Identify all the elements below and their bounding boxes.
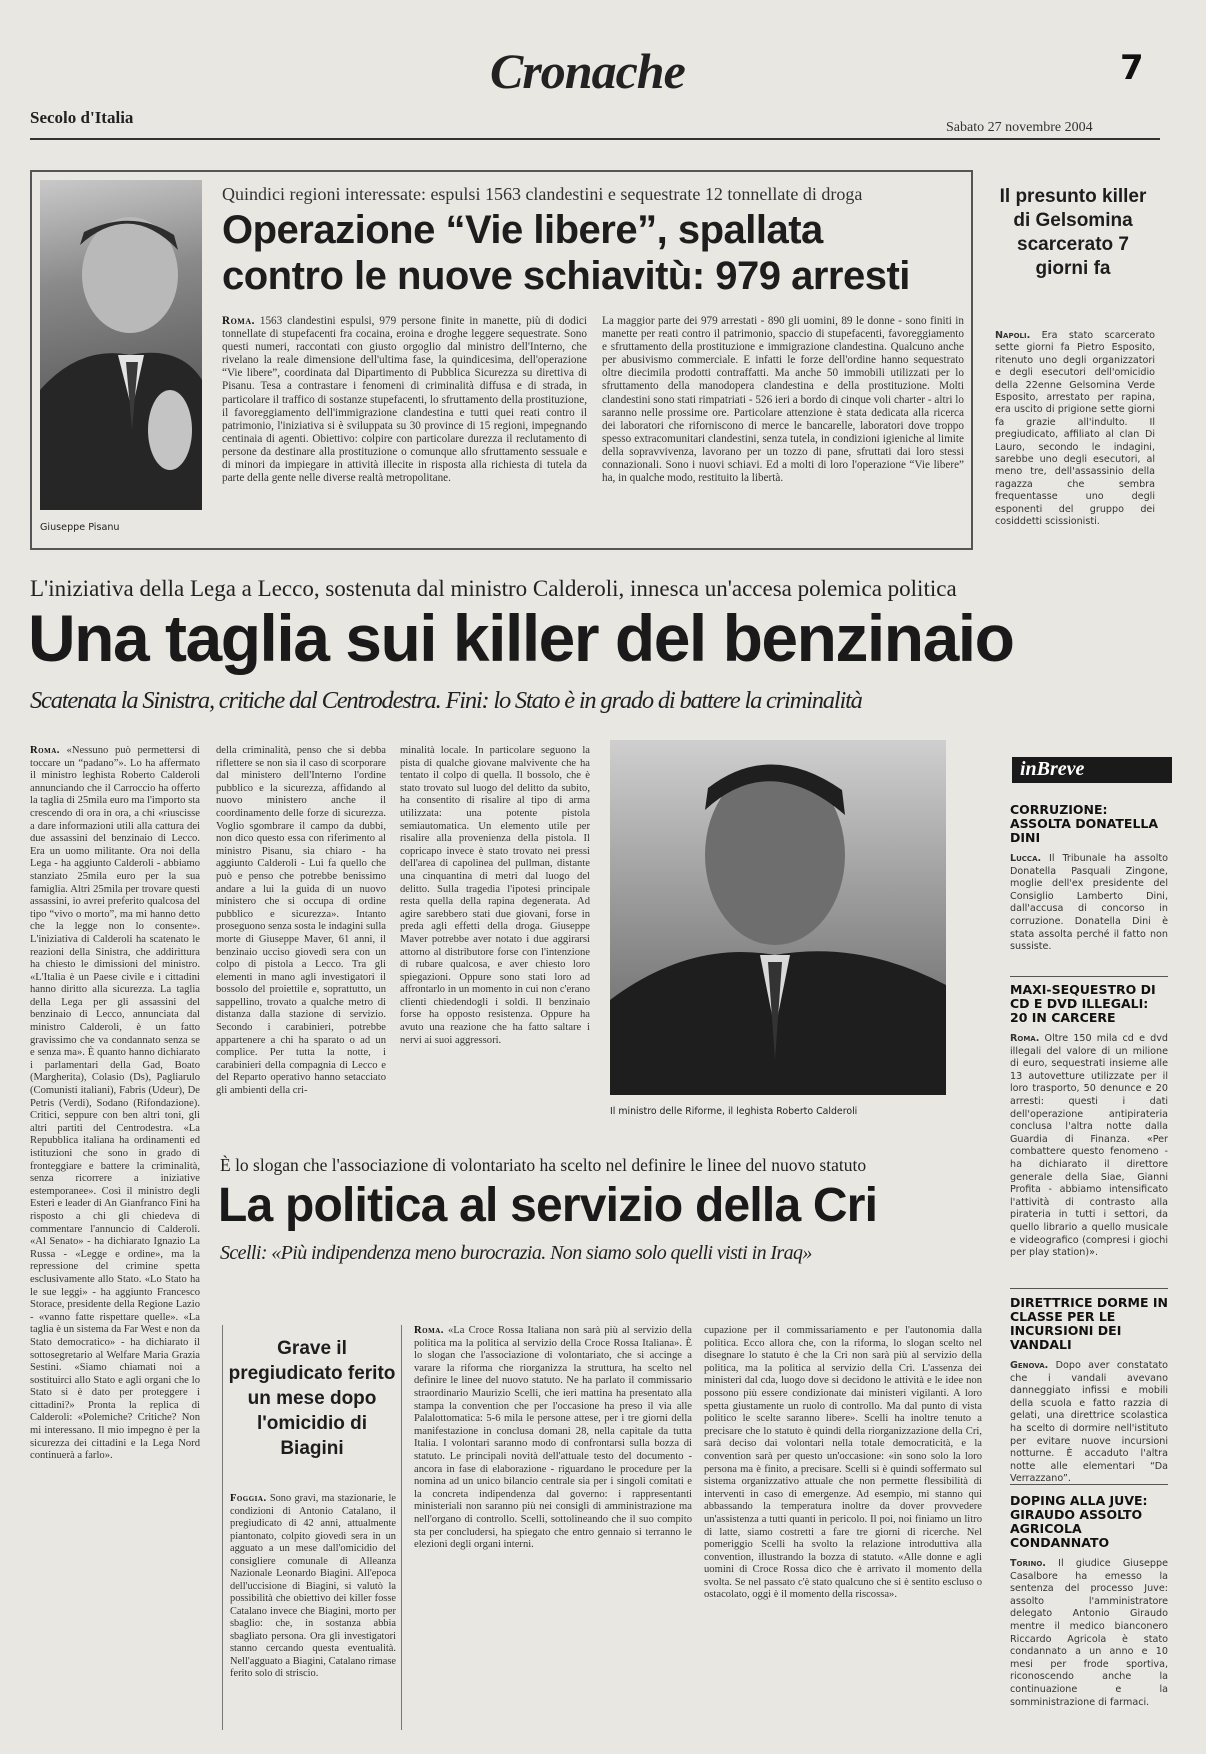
inbreve-item-1	[1010, 803, 1168, 955]
issue-date: Sabato 27 novembre 2004	[946, 120, 1093, 135]
top-story-column-2: La maggior parte dei 979 arrestati - 890 gli uomini, 89 le donne - sono finiti in manette per reati contro il patrimonio, spaccio di stupefacenti, favoreggiamento e sfruttamento della prostituzione e immigrazione clandestina. Qualcuno anche per abusivismo commerciale. E infatti le forze dell'ordine hanno sequestrato oltre diecimila prodotti contraffatti. Ma anche 50 immobili utilizzati per lo sfruttamento della manodopera clandestina e della prostituzione. Molti clandestini sono stati rimpatriati - 526 ieri a bordo di cinque voli charter - altri lo saranno nelle prossime ore. Particolare attenzione è stata dedicata alla ricerca dei laboratori che riforniscono di merce le bancarelle, laboratori dove troppo spesso extracomunitari clandestini, senza tutela, in condizioni igieniche al limite della sopravvivenza, lavorano per un tozzo di pane, sfruttati dai loro stessi connazionali. Sono i nuovi schiavi. Ed a molti di loro l'operazione “Vie libere” ha, in qualche modo, restituito la libertà.	[602, 315, 964, 485]
brief-text: Genova. Dopo aver constatato che i vandali avevano danneggiato infissi e mobili della scuola e fatto razzia di gelati, una direttrice scolastica ha scelto di dormire nell'istituto per evitare nuove incursioni notturne. È accaduto l'altra notte alle elementari “Da Verrazzano”.	[1010, 1360, 1168, 1485]
brief-title: MAXI-SEQUESTRO DI CD E DVD ILLEGALI: 20 IN CARCERE	[1010, 982, 1156, 1025]
sidebar-text: Napoli. Era stato scarcerato sette giorni fa Pietro Esposito, ritenuto uno degli organizzatori e degli esecutori dell'omicidio della 22enne Gelsomina Verde Esposito, arrestato per rapina, era uscito di prigione sette giorni fa grazie all'indulto. Il pregiudicato, affiliato al clan Di Lauro, secondo le indagini, sarebbe uno degli esecutori, al meno tre, dell'assassinio della ragazza che sembra frequentasse uno degli esponenti del gruppo dei cosiddetti scissionisti.	[995, 330, 1155, 528]
section-title: Cronache	[490, 43, 685, 99]
newspaper-name: Secolo d'Italia	[30, 108, 134, 127]
brief-text: Torino. Il giudice Giuseppe Casalbore ha emesso la sentenza del processo Juve: assolto l'amministratore delegato Antonio Giraudo mentre il medico bianconero Riccardo Agricola è stato condannato a un anno e 10 mesi per frode sportiva, riconoscendo anche la continuazione e la somministrazione di farmaci.	[1010, 1558, 1168, 1708]
main-column-3: minalità locale. In particolare seguono la pista di qualche giovane malvivente che ha tentato il colpo di quella. Il bossolo, che è stato trovato sul luogo del delitto da subito, ha consentito di risalire al tipo di arma utilizzata: una potente pistola semiautomatica. Un elemento utile per risalire alla provenienza della pistola. Il copricapo invece è stato trovato nei pressi dell'area di capolinea del pullman, distante una cinquantina di metri dal luogo del delitto. Sulla tragedia l'ipotesi principale resta quella della rapina degenerata. Ad agire sarebbero stati due giovani, forse in preda agli effetti della droga. Giuseppe Maver potrebbe aver notato i due aggirarsi attorno al distributore forse con l'intenzione di rubare qualcosa, e aver chiesto loro spiegazioni. Oppure sono stati loro ad affrontarlo in un momento in cui non c'erano clienti chiedendogli i soldi. Il benzinaio forse ha opposto resistenza. Oppure ha avuto una reazione che ha fatto saltare i nervi ai suoi aggressori.	[400, 745, 590, 1046]
inbreve-item-2	[1010, 983, 1168, 1301]
inbreve-item-3	[1010, 1295, 1168, 1485]
cri-subhead: Scelli: «Più indipendenza meno burocrazia. Non siamo solo quelli visti in Iraq»	[220, 1242, 812, 1264]
masthead-rule	[30, 138, 1160, 140]
calderoli-photo-caption: Il ministro delle Riforme, il leghista Roberto Calderoli	[610, 1106, 858, 1117]
main-headline: Una taglia sui killer del benzinaio	[28, 601, 1014, 675]
cri-column-2: cupazione per il commissariamento e per l'autonomia dalla politica. Ecco allora che, con la riforma, lo slogan scelto nel disegnare lo statuto è che la Cri non sarà più al servizio della politica, ma la politica al servizio della Cri. L'assenza dei ministeri dal cda, luogo dove si decidono le attività e le idee non possono più essere condizionate dai ministeri vigilanti. A loro spetta giustamente un ruolo di controllo. Ma dal punto di vista politico le scelte saranno libere». Scelli ha inoltre tenuto a precisare che lo statuto è quindi della riorganizzazione della Cri, sarà deciso dai volontari nella totale democraticità, e la convention sarà per questo un'occasione: «in sono solo la loro persona ma è finito, a precisare. Scelli si è quindi soffermato sul sistema organizzativo attuale che non permette flessibilità di interventi in caso di emergenze. Ad esempio, mi stanno qui abbassando la temperatura inoltre da dover provvedere un'assistenza a tutti quanti in pericolo. Il poi, noi finiamo un litro di latte, siamo costretti a fare tre giorni di ricerche. Nel pomeriggio Scelli ha svolto la relazione introduttiva alla convention, illustrando la bozza di statuto. «Alle donne e agli uomini di Croce Rossa dico che è arrivato il momento della svolta. Se nel passato c'è stato qualcuno che si è sentito escluso o ostacolato, oggi è il momento della riscossa».	[704, 1325, 982, 1601]
inbreve-label: inBreve	[1020, 758, 1085, 780]
calderoli-photo	[610, 740, 946, 1095]
main-column-2: della criminalità, penso che si debba riflettere se non sia il caso di scorporare dal ministero dell'Interno l'ordine pubblico e la sicurezza, affidando al nuovo ministero anche il coordinamento delle forze di sicurezza. Voglio sgombrare il campo da dubbi, non dico questo essa con riferimento al ministro Pisanu, sia chiaro - ha aggiunto Calderoli - Lui fa quello che può e penso che potrebbe benissimo andare a lui la guida di un nuovo ministero che si occupa di ordine pubblico e sicurezza». Intanto proseguono senza sosta le indagini sulla morte di Giuseppe Maver, 61 anni, il benzinaio ucciso giovedì sera con un colpo di pistola a Lecco. Tra gli elementi in mano agli investigatori il bossolo del proiettile e, soprattutto, un sappellino, trovato a qualche metro di distanza dalla stazione di servizio. Secondo i carabinieri, potrebbe appartenere a chi ha sparato o ad un complice. Per tutta la notte, i carabinieri della compagnia di Lecco e del Reparto operativo hanno setacciato gli ambienti della cri-	[216, 745, 386, 1097]
brief-text: Roma. Oltre 150 mila cd e dvd illegali del valore di un milione di euro, sequestrati insieme alle 13 autovetture utilizzate per il loro trasporto, 50 denunce e 20 arresti: questi i dati dell'operazione antipirateria conclusa l'altra notte dalla Guardia di Finanza. «Per combattere questo fenomeno - ha dichiarato il direttore generale della Siae, Gianni Profita - abbiamo intensificato l'attività di contrasto alla pirateria in tutti i settori, da quello librario a quello musicale e videografico (compresi i giochi per play station)».	[1010, 1033, 1168, 1259]
cri-kicker: È lo slogan che l'associazione di volontariato ha scelto nel definire le linee del nuovo statuto	[220, 1155, 867, 1175]
main-subhead: Scatenata la Sinistra, critiche dal Centrodestra. Fini: lo Stato è in grado di battere la criminalità	[30, 687, 862, 714]
portrait-silhouette-icon	[40, 180, 202, 510]
cri-column-1: Roma. «La Croce Rossa Italiana non sarà più al servizio della politica ma la politica al servizio della Croce Rossa Italiana». È lo slogan che l'associazione di volontariato, che si accinge a varare la riforma che riorganizza la struttura, ha scelto nel definire le linee del nuovo statuto. Ne ha parlato il commissario straordinario Maurizio Scelli, che ieri mattina ha presentato alla stampa la convention che per l'occasione ha preso il via alle Palalottomatica: 5-6 mila le persone attese, per i tre giorni della manifestazione in conclusa domani 28, nella capitale da tutta Italia. I volontari saranno modo di confrontarsi sulla bozza di statuto. Le principali novità dell'attuale testo del documento - ancora in fase di elaborazione - riguardano le procedure per la nomina ad un unico bilancio centrale sia per i singoli comitati e la concreta indipendenza dal governo: i rappresentanti ministeriali non saranno più nei consigli di amministrazione ma nell'organo di controllo. Scelli, sottolineando che il suo compito sta per concludersi, ha spiegato che entro gennaio si terranno le elezioni degli organi interni.	[414, 1325, 692, 1551]
brief-divider	[1010, 1484, 1168, 1485]
brief-title: CORRUZIONE: ASSOLTA DONATELLA DINI	[1010, 802, 1159, 845]
brief-title: DIRETTRICE DORME IN CLASSE PER LE INCURSIONI DEI VANDALI	[1010, 1295, 1168, 1352]
masthead	[0, 0, 1206, 140]
cri-headline: La politica al servizio della Cri	[218, 1179, 878, 1232]
top-story-headline-2: contro le nuove schiavitù: 979 arresti	[222, 254, 910, 298]
main-kicker: L'iniziativa della Lega a Lecco, sostenuta dal ministro Calderoli, innesca un'accesa polemica politica	[30, 576, 957, 601]
top-story-headline-1: Operazione “Vie libere”, spallata	[222, 208, 823, 252]
pisanu-photo	[40, 180, 202, 510]
main-column-1: Roma. «Nessuno può permettersi di toccare un “padano”». Lo ha affermato il ministro leghista Roberto Calderoli annunciando che il Carroccio ha offerto la taglia di 25mila euro ma l'importo sta crescendo di ora in ora, a chi «riuscisse a dare informazioni utili alla cattura dei due assassini del benzinaio di Lecco. Era un uomo militante. Ora noi della Lega - ha aggiunto Calderoli - abbiamo stanziato 25mila euro per la sua famiglia. Altri 25mila per trovare questi assassini, io avrei preferito qualcosa del tipo “vivo o morto”, ma mi hanno detto che la legge non lo consente». L'iniziativa di Calderoli ha scatenato le reazioni della Sinistra, che addirittura ha chiesto le dimissioni del ministro. «L'Italia è un Paese civile e i cittadini hanno diritto alla sicurezza. La taglia della Lega per gli assassini del benzinaio di Lecco, annunciata dal ministro Calderoli, è un fatto gravissimo che va condannato senza se e senza ma». È quanto hanno dichiarato i parlamentari della Gad, Boato (Margherita), Colasio (Ds), Pagliarulo (Comunisti italiani), Fabris (Udeur), De Petris (Verdi), Sodano (Rifondazione). Critici, seppure con ben altri toni, gli altri partiti del Centrodestra. «La Repubblica italiana ha ordinamenti ed istituzioni che sono in grado di fronteggiare e battere la criminalità, senza ricorrere a iniziative estemporanee». Così il ministro degli Esteri e leader di An Gianfranco Fini ha risposto a chi gli chiedeva di commentare l'annuncio di Calderoli. «Al Senato» - ha dichiarato Ignazio La Russa - «Legge e ordine», ma la repressione del crimine spetta esclusivamente allo Stato. «Lo Stato ha le sue leggi» - ha aggiunto Francesco Storace, presidente della Regione Lazio - «vanno fatte rispettare quelle». «La taglia è un sistema da Far West e non da Stato democratico» - ha dichiarato il sottosegretario al Welfare Maria Grazia Sestini. «Siamo chiamati noi a sostituirci allo Stato e agli organi che lo Stato si è dato per proteggere i cittadini?» Pronta la replica di Calderoli: «Polemiche? Critiche? Non mi interessano. Il mio impegno è per la sicurezza dei cittadini e la Lega Nord continuerà a farlo».	[30, 745, 200, 1462]
page-number: 7	[1120, 48, 1144, 88]
brief-divider	[1010, 976, 1168, 977]
inbreve-label-bar	[1012, 757, 1172, 783]
brief-text: Lucca. Il Tribunale ha assolto Donatella Pasquali Zingone, moglie dell'ex presidente del Consiglio Lamberto Dini, dall'accusa di concorso in corruzione. Donatella Dini è stata assolta perché il fatto non sussiste.	[1010, 853, 1168, 953]
top-story-column-1: Roma. 1563 clandestini espulsi, 979 persone finite in manette, più di dodici tonnellate di stupefacenti fra cocaina, eroina e droghe leggere sequestrate. Sono questi numeri, raccontati con giusto orgoglio dal ministro dell'Interno, che rivelano la reale dimensione dell'ultima fase, la quindicesima, dell'operazione “Vie libere”, coordinata dal Dipartimento di Pubblica Sicurezza su direttiva di Pisanu. Tesa a contrastare i fenomeni di criminalità diffusa e di strada, in particolare il traffico di sostanze stupefacenti, lo sfruttamento della prostituzione, il favoreggiamento dell'immigrazione clandestina e tutti quei reati contro il patrimonio, l'iniziativa si è sviluppata su 30 province di 15 regioni, impegnando centinaia di agenti. Obiettivo: colpire con particolare durezza il reclutamento di persone da destinare alla prostituzione o comunque allo sfruttamento sessuale e di minori da impiegare in attività illecite in risposta alla richiesta di tutela da parte della gente nelle diverse realtà metropolitane.	[222, 315, 587, 485]
inbreve-item-4	[1010, 1494, 1168, 1726]
foggia-text: Foggia. Sono gravi, ma stazionarie, le condizioni di Antonio Catalano, il pregiudicato di 42 anni, attualmente piantonato, colpito giovedì sera in un agguato a un mese dall'omicidio del consigliere comunale di Alleanza Nazionale Leonardo Biagini. All'epoca dell'uccisione di Biagini, si valutò la possibilità che obiettivo dei killer fosse Catalano invece che Biagini, morto per sbaglio: che, in sostanza abbia sbagliato persona. Ora gli investigatori stanno cercando questa eventualità. Nell'agguato a Biagini, Catalano rimase ferito solo di striscio.	[230, 1493, 396, 1679]
sidebar-headline: Il presunto killer di Gelsomina scarcerato 7 giorni fa	[999, 186, 1147, 279]
portrait-silhouette-icon	[610, 740, 946, 1095]
foggia-headline: Grave il pregiudicato ferito un mese dopo l'omicidio di Biagini	[228, 1338, 396, 1459]
brief-title: DOPING ALLA JUVE: GIRAUDO ASSOLTO AGRICOLA CONDANNATO	[1010, 1493, 1148, 1550]
pisanu-photo-caption: Giuseppe Pisanu	[40, 522, 120, 533]
top-story-kicker: Quindici regioni interessate: espulsi 1563 clandestini e sequestrate 12 tonnellate di droga	[222, 184, 863, 204]
brief-divider	[1010, 1288, 1168, 1289]
